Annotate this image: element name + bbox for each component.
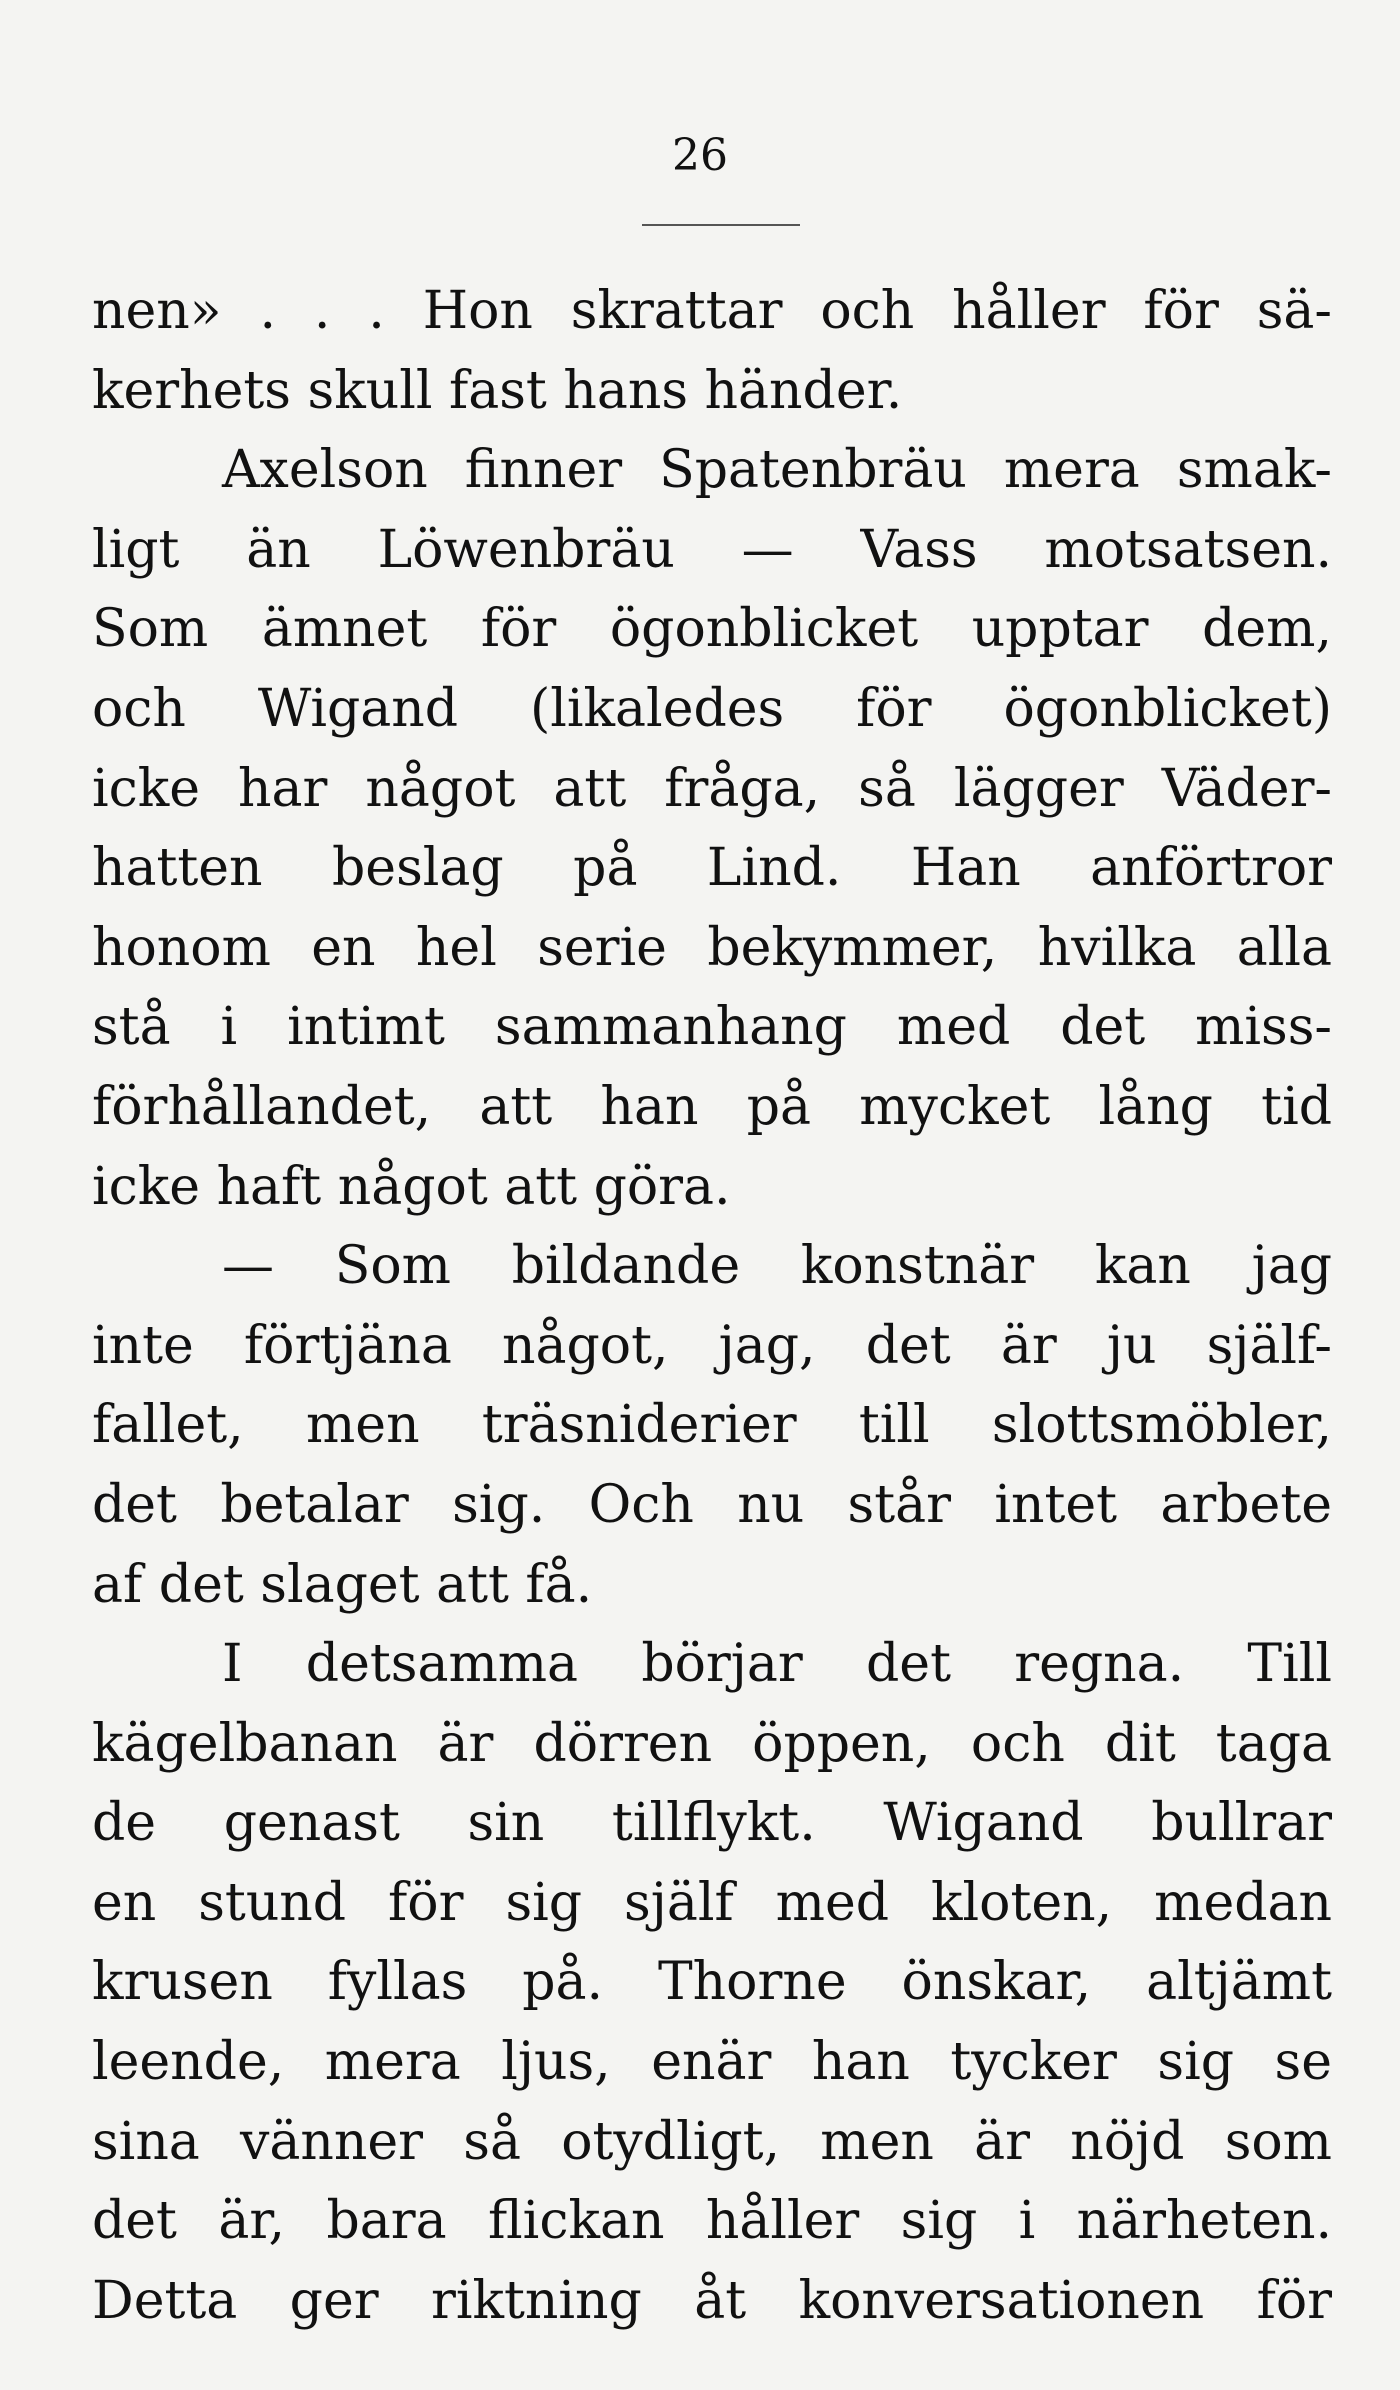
text-line: icke haft något att göra. bbox=[92, 1156, 731, 1217]
text-line: det är, bara flickan håller sig i närheten. bbox=[92, 2191, 1332, 2252]
text-line: icke har något att fråga, så lägger Väder- bbox=[92, 758, 1332, 819]
text-line: det betalar sig. Och nu står intet arbete bbox=[92, 1474, 1332, 1535]
text-line: Detta ger riktning åt konversationen för bbox=[92, 2270, 1332, 2331]
text-line: kerhets skull fast hans händer. bbox=[92, 360, 903, 421]
text-line: nen» . . . Hon skrattar och håller för sä- bbox=[92, 281, 1332, 341]
text-line: sina vänner så otydligt, men är nöjd som bbox=[92, 2111, 1332, 2172]
text-line: stå i intimt sammanhang med det miss- bbox=[92, 997, 1332, 1058]
text-line: af det slaget att få. bbox=[92, 1554, 593, 1615]
text-line: krusen fyllas på. Thorne önskar, altjämt bbox=[92, 1952, 1332, 2013]
text-line: ligt än Löwenbräu — Vass motsatsen. bbox=[92, 519, 1332, 580]
text-line: honom en hel serie bekymmer, hvilka alla bbox=[92, 917, 1332, 978]
text-line: Axelson finner Spatenbräu mera smak- bbox=[222, 440, 1332, 501]
text-line: de genast sin tillflykt. Wigand bullrar bbox=[92, 1793, 1332, 1854]
text-line: — Som bildande konstnär kan jag bbox=[222, 1236, 1332, 1297]
text-line: hatten beslag på Lind. Han anförtror bbox=[92, 838, 1332, 899]
text-line: leende, mera ljus, enär han tycker sig se bbox=[92, 2032, 1332, 2093]
text-line: och Wigand (likaledes för ögonblicket) bbox=[92, 678, 1332, 739]
header-rule bbox=[642, 224, 800, 226]
page-number: 26 bbox=[672, 130, 728, 181]
text-line: fallet, men träsniderier till slottsmöbler, bbox=[92, 1395, 1332, 1456]
text-line: en stund för sig själf med kloten, medan bbox=[92, 1872, 1332, 1933]
body-text bbox=[92, 272, 1332, 2341]
text-line: kägelbanan är dörren öppen, och dit taga bbox=[92, 1713, 1332, 1774]
text-line: inte förtjäna något, jag, det är ju själf- bbox=[92, 1315, 1332, 1376]
text-line: I detsamma börjar det regna. Till bbox=[222, 1634, 1332, 1695]
text-line: förhållandet, att han på mycket lång tid bbox=[92, 1076, 1332, 1137]
text-line: Som ämnet för ögonblicket upptar dem, bbox=[92, 599, 1332, 660]
